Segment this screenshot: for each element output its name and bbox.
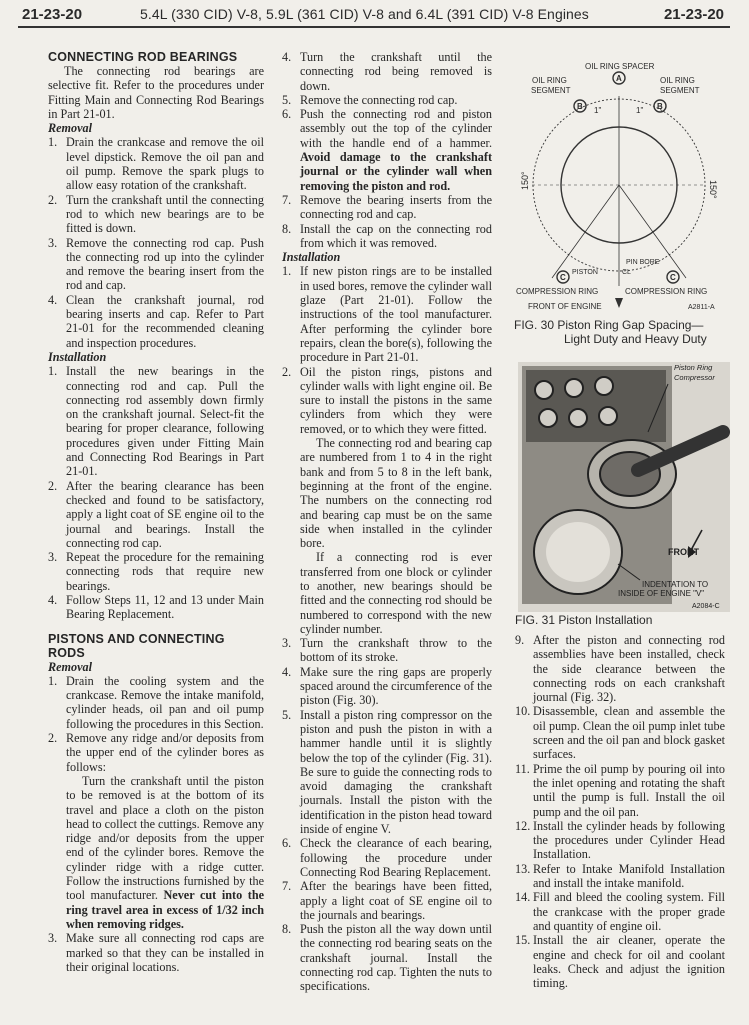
header-rule xyxy=(18,26,730,28)
list-item: 1. If new piston rings are to be installed in used bores, remove the cylinder wall glaze (Part 21-01). Follow the instructions of the tool manufacturer. After performing the cylinder bore repairs, clean the bore(s), following the procedure in Part 21-01. xyxy=(282,264,492,365)
label-front: FRONT xyxy=(668,547,699,557)
page-number-left: 21-23-20 xyxy=(22,6,83,23)
subheading-installation: Installation xyxy=(282,250,341,265)
column-3 xyxy=(515,633,725,990)
numbering-paragraph: The connecting rod and bearing cap are numbered from 1 to 4 in the right bank and from 5 to 8 in the left bank, beginning at the front of the engine. The numbers on the connecting rod and bearing cap must be on the same side when installed in the cylinder bore. xyxy=(300,436,492,551)
label-oil-ring-left-2: SEGMENT xyxy=(531,86,571,95)
list-item: 1. Install the new bearings in the connecting rod and cap. Pull the connecting rod assembly down firmly on the crankshaft journal. Select-fit the bearing for proper clearance, following procedures given under Fitting Main and Connecting Rod Bearings in Part 21-01. xyxy=(48,364,264,479)
section-heading-connecting-rod-bearings: CONNECTING ROD BEARINGS xyxy=(48,50,238,64)
list-item: 2. Turn the crankshaft until the connecting rod to which new bearings are to be fitted is down. xyxy=(48,192,264,236)
label-angle-left: 150° xyxy=(520,171,530,190)
column-1 xyxy=(48,50,264,974)
piston-installation-steps-cont xyxy=(515,633,725,990)
list-item: 3. Remove the connecting rod cap. Push the connecting rod up into the cylinder and remove the bearing insert from the rod and cap. xyxy=(48,235,264,293)
list-item: 6. Check the clearance of each bearing, following the procedure under Connecting Rod Bearing Replacement. xyxy=(282,836,492,879)
label-compression-right: COMPRESSION RING xyxy=(625,287,708,296)
list-item: 3. Make sure all connecting rod caps are marked so that they can be installed in their original locations. xyxy=(48,931,264,974)
ridge-paragraph: Turn the crankshaft until the piston to be removed is at the bottom of its travel and place a cloth on the piston head to collect the cuttings. Remove any ridge and/or deposits from the upper end of the cylinder bores. Remove the cylinder ridge with a ridge cutter. Follow the instructions furnished by the tool manufacturer. Never cut into the ring travel area in excess of 1/32 inch when removing ridges. xyxy=(66,773,265,931)
list-item: 4. Turn the crankshaft until the connecting rod being removed is down. xyxy=(282,50,492,93)
subheading-installation: Installation xyxy=(48,349,107,364)
ridge-warning: Never cut into the ring travel area in excess of 1/32 inch when removing ridges. xyxy=(66,888,265,931)
list-item: 9. After the piston and connecting rod assemblies have been installed, check the side clearance between the connecting rods on each crankshaft journal (Fig. 32). xyxy=(515,633,725,705)
marker-b-right-label: B xyxy=(657,102,663,111)
list-item: 5. Remove the connecting rod cap. xyxy=(282,92,458,107)
label-compressor-2: Compressor xyxy=(674,373,715,382)
list-item: 6. Push the connecting rod and piston assembly out the top of the cylinder with the handle end of a hammer. Avoid damage to the crankshaft journal or the cylinder wall when removing the piston and rod. xyxy=(282,107,492,193)
list-item: 3. Turn the crankshaft throw to the bottom of its stroke. xyxy=(282,636,492,665)
list-item: 10. Disassemble, clean and assemble the oil pump. Clean the oil pump inlet tube screen and the oil pan and block gasket surfaces. xyxy=(515,704,725,762)
marker-a-label: A xyxy=(616,74,622,83)
list-item: 13. Refer to Intake Manifold Installation and install the intake manifold. xyxy=(515,861,725,891)
list-item: 2. After the bearing clearance has been checked and found to be satisfactory, apply a light coat of SE engine oil to the journal and bearings. Install the connecting rod cap. xyxy=(48,478,264,550)
rod-bearing-installation-steps xyxy=(48,364,264,621)
list-item: 7. After the bearings have been fitted, apply a light coat of SE engine oil to the journals and bearings. xyxy=(282,879,492,922)
list-item: 5. Install a piston ring compressor on the piston and push the piston in with a hammer handle until it is slightly below the top of the cylinder (Fig. 31). Be sure to guide the connecting rods to avoid damaging the crankshaft journals. Install the piston with the identification in the piston head toward inside of engine V. xyxy=(282,707,492,837)
list-item: 1. Drain the cooling system and the crankcase. Remove the intake manifold, cylinder heads, oil pan and oil pump following the procedures in this Section. xyxy=(48,673,264,731)
page-header xyxy=(22,4,724,24)
label-angle-right: 150° xyxy=(708,180,718,199)
piston-removal-steps-cont xyxy=(282,50,492,250)
figure-code: A2811-A xyxy=(688,304,715,311)
label-indentation-2: INSIDE OF ENGINE "V" xyxy=(618,589,705,598)
list-item: 7. Remove the bearing inserts from the connecting rod and cap. xyxy=(282,192,492,222)
list-item: 11. Prime the oil pump by pouring oil into the inlet opening and rotating the shaft until the pump is full. Install the oil pump and the oil pan. xyxy=(515,761,725,819)
label-pin-bore: PIN BORE xyxy=(626,259,660,266)
list-item: 2. Oil the piston rings, pistons and cylinder walls with light engine oil. Be sure to install the pistons in the same cylinders from which they were removed, or to which they were fitted. The connecting rod and bearing cap are numbered from 1 to 4 in the right bank and from 5 to 8 in the left bank, beginning at the front of the engine. The numbers on the connecting rod and bearing cap must be on the same side when installed in the cylinder bore. If a connecting rod is ever transferred from one block or cylinder to another, new bearings should be fitted and the connecting rod should be numbered to correspond with the new cylinder number. xyxy=(282,364,492,636)
label-compression-left: COMPRESSION RING xyxy=(516,287,599,296)
figure-30-caption: FIG. 30 Piston Ring Gap Spacing— Light Duty and Heavy Duty xyxy=(514,318,707,346)
list-item: 3. Repeat the procedure for the remaining connecting rods that require new bearings. xyxy=(48,550,264,593)
damage-warning: Avoid damage to the crankshaft journal or the cylinder wall when removing the piston and rod. xyxy=(300,150,492,193)
front-arrow-icon xyxy=(615,298,623,308)
marker-c-right-label: C xyxy=(670,273,676,282)
label-compressor-1: Piston Ring xyxy=(674,363,713,372)
intro-paragraph: The connecting rod bearings are selective fit. Refer to the procedures under Fitting Main and Connecting Rod Bearings in Part 21-01. xyxy=(48,64,264,121)
label-oil-ring-left-1: OIL RING xyxy=(532,76,567,85)
label-oil-ring-right-1: OIL RING xyxy=(660,76,695,85)
page-title: 5.4L (330 CID) V-8, 5.9L (361 CID) V-8 and 6.4L (391 CID) V-8 Engines xyxy=(140,6,589,22)
label-offset-right: 1" xyxy=(636,106,644,115)
section-heading-pistons: PISTONS AND CONNECTING RODS xyxy=(48,631,225,660)
column-2 xyxy=(282,50,492,994)
marker-c-left-label: C xyxy=(560,273,566,282)
subheading-removal: Removal xyxy=(48,121,93,136)
ring-gap-diagram xyxy=(512,58,730,318)
list-item: 12. Install the cylinder heads by following the procedures under Cylinder Head Installation. xyxy=(515,818,725,862)
list-item: 4. Clean the crankshaft journal, rod bearing inserts and cap. Refer to Part 21-01 for the recommended cleaning and inspection procedures. xyxy=(48,292,264,350)
label-front-of-engine: FRONT OF ENGINE xyxy=(528,302,602,311)
marker-b-left-label: B xyxy=(577,102,583,111)
figure-code: A2084-C xyxy=(692,603,720,610)
list-item: 4. Follow Steps 11, 12 and 13 under Main Bearing Replacement. xyxy=(48,592,264,622)
piston-removal-steps xyxy=(48,674,264,974)
list-item: 8. Install the cap on the connecting rod from which it was removed. xyxy=(282,221,492,250)
list-item: 4. Make sure the ring gaps are properly spaced around the circumference of the piston (Fig. 30). xyxy=(282,664,492,708)
label-offset-left: 1" xyxy=(594,106,602,115)
label-indentation-1: INDENTATION TO xyxy=(642,580,709,589)
label-piston: PISTON xyxy=(572,269,598,276)
subheading-removal: Removal xyxy=(48,659,93,674)
piston-installation-photo xyxy=(518,362,730,612)
list-item: 1. Drain the crankcase and remove the oil level dipstick. Remove the oil pan and oil pump. Remove the spark plugs to allow easy rotation of the crankshaft. xyxy=(48,135,264,193)
figure-31-caption: FIG. 31 Piston Installation xyxy=(515,613,653,627)
page-number-right: 21-23-20 xyxy=(663,6,724,23)
transfer-paragraph: If a connecting rod is ever transferred from one block or cylinder to another, new bearings should be fitted and the connecting rod should be numbered to correspond with the new cylinder number. xyxy=(300,550,492,636)
list-item: 2. Remove any ridge and/or deposits from the upper end of the cylinder bores as follows: Turn the crankshaft until the piston to be removed is at the bottom of its travel and place a cloth on the piston head to collect the cuttings. Remove any ridge and/or deposits from the upper end of the cylinder bores. Remove the cylinder ridge with a ridge cutter. Follow the instructions furnished by the tool manufacturer. Never cut into the ring travel area in excess of 1/32 inch when removing ridges. xyxy=(48,731,265,931)
piston-installation-steps xyxy=(282,264,492,993)
rod-bearing-removal-steps xyxy=(48,135,264,349)
label-spacer: OIL RING SPACER xyxy=(585,62,655,71)
list-item: 15. Install the air cleaner, operate the engine and check for oil and coolant leaks. Check and adjust the ignition timing. xyxy=(515,933,725,991)
list-item: 8. Push the piston all the way down until the connecting rod bearing seats on the crankshaft journal. Install the connecting rod cap. Tighten the nuts to specifications. xyxy=(282,922,492,994)
label-oil-ring-right-2: SEGMENT xyxy=(660,86,700,95)
list-item: 14. Fill and bleed the cooling system. Fill the crankcase with the proper grade and quantity of engine oil. xyxy=(515,890,725,933)
label-cl: CL xyxy=(622,269,631,276)
